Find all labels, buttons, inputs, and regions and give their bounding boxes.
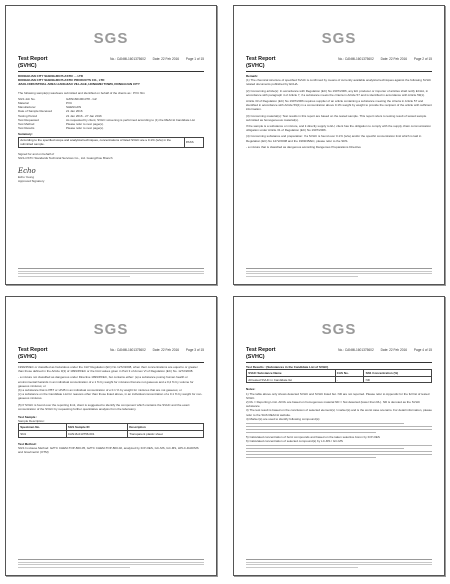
- remark-paragraph: If the sample is a substance or mixture, and it directly supply to EU, client has the obligation to comply with the supply chain communication obligation under Article 31 of Regulation (EC) No 1907/2006.: [246, 124, 431, 133]
- summary-result: PASS: [184, 137, 203, 148]
- note-item: 4) Marker(s) are used to identify following compound(s):: [246, 416, 321, 421]
- page-number: Page 3 of 15: [185, 348, 204, 352]
- report-page-4: [233, 296, 445, 576]
- notes-label: Notes:: [246, 387, 256, 392]
- report-meta: [104, 57, 204, 61]
- remark-paragraph: (4) Concerning substance and preparation: If a SVHC is found over 0.1% (w/w) and/or the specific concentration limit which is laid in Regulation (EC) No 1272/2008 and the 1999/45/EC, please refer to the SDS.: [246, 134, 422, 143]
- summary-table: [18, 137, 204, 149]
- header-rule: [18, 71, 204, 72]
- page-footer: [18, 558, 204, 569]
- report-date: Date: 22 Feb 2016: [152, 57, 180, 61]
- report-meta: [104, 348, 204, 352]
- page-number: Page 1 of 15: [185, 57, 204, 61]
- signed-for: Signed for and on behalf of SGS-CSTC Standards Technical Services Co., Ltd. Guangzhou Branch: [18, 152, 113, 161]
- page-body: [18, 365, 204, 545]
- page-header: [246, 56, 432, 72]
- note-item: 3) The test result is based on the conclusion of selected element(s) / marker(s) and is the worst case scenario. For detail information, please refer to the SGS REACH website.: [246, 408, 432, 417]
- remark-paragraph: (b) a substance that is PBT or vPvB in an individual concentration of ≥ 0.1 % by weight for mixtures that are not gaseous; or: [18, 388, 182, 393]
- sgs-logo: SGS: [93, 30, 129, 47]
- page-header: [18, 347, 204, 363]
- summary-text: According to the specified scope and analytical techniques, concentrations of listed SVHC are ≤ 0.1% (w/w) in the submitted sample.: [19, 137, 185, 148]
- field-row: SGS Job No. GZIN1601001378 - GZ: [18, 96, 97, 101]
- remark-paragraph: (3) Concerning material(s): Test results in this report are based on the tested sample. This report refers to testing result of tested sample submitted as homogeneous material(s).: [246, 113, 427, 122]
- report-date: Date: 22 Feb 2016: [152, 348, 180, 352]
- remark-paragraph: - a mixture not classified as dangerous under Directive 1999/45/EC, but contains either: (a) a substance posing human health or environmental hazards in an individual concentration of ≥ 1 % by weight for mixtures that are not gaseous and ≥ 0,2 % by volume for gaseous mixtures; or: [18, 375, 194, 388]
- report-subtitle: (SVHC): [246, 63, 265, 69]
- report-subtitle: (SVHC): [18, 63, 37, 69]
- page-header: [246, 347, 432, 363]
- page-body: [246, 74, 432, 254]
- report-title: Test Report: [18, 56, 48, 62]
- page-footer: [246, 267, 432, 278]
- remark-paragraph: 1999/45/EC or classified as hazardous under the CLP Regulation (EC) No 1272/2008, when their concentrations are equal to or greater than those defined in the Article 3(3) of 1999/45/EC or the limit values given in Part 3 of Annex VI of Regulation (EC) No. 1272/2008.: [18, 365, 198, 374]
- note-item: 6) Calculated concentration of selected compound(s) by LC-MS / GC-MS: [246, 439, 343, 444]
- remark-paragraph: Article 33 of Regulation (EC) No 1907/2006 requires supplier of an article containing a substance meeting the criteria in Article 57 and identified in accordance with Article 59(1) in a concentration above 0.1% weight by weight to provide the recipient of the article with sufficient information.: [246, 99, 432, 112]
- table-row: SN1 CAN16-013756.001 Transparent plastic sheet: [19, 431, 204, 438]
- signature: Echo: [18, 166, 36, 175]
- header-rule: [246, 362, 432, 363]
- report-number: No.: CANML1601375602: [338, 57, 374, 61]
- page-footer: [18, 267, 204, 278]
- report-title: Test Report: [18, 347, 48, 353]
- report-date: Date: 22 Feb 2016: [380, 57, 408, 61]
- company-address: DONGGUAN CITY SHENGJIN PLASTIC ... LTD DONGGUAN CITY SHENGJIN PLASTIC PRODUCTS CO., LTD JIAOLI INDUSTRIAL AREA LIANGJIAO VILLAGE, HONGMEI TOWN, DONGGUAN CITY: [18, 74, 140, 87]
- report-date: Date: 22 Feb 2016: [380, 348, 408, 352]
- remarks-label: Remark:: [246, 74, 259, 78]
- sgs-logo: SGS: [93, 321, 129, 338]
- sgs-logo: SGS: [321, 321, 357, 338]
- page-body: [246, 365, 432, 545]
- report-page-1: [5, 5, 217, 285]
- page-body: [18, 74, 204, 254]
- note-item: 1) The table above only shows detected SVHC and SVHC listed but. ND are not reported. Please refer to Appendix for the full list of tested SVHC.: [246, 391, 430, 400]
- note-item: 2) RL = Reporting Limit. All RL are based on homogenous material ND = Not detected (lower than RL). ND is denoted as the SVHC substance: [246, 400, 421, 409]
- remark-paragraph: (5) If SVHC is found over the reporting limit, client is suggested to identify the component which contains the SVHC and the exact concentration of the SVHC by requesting further quantitative analysis from the laboratory.: [18, 402, 190, 411]
- method-label: Test Method:: [18, 441, 37, 446]
- report-number: No.: CANML1601375602: [110, 57, 146, 61]
- report-subtitle: (SVHC): [246, 354, 265, 360]
- field-row: Date of Sample Received 21 Jan 2016: [18, 109, 83, 114]
- sample-table: Specimen No. SGS Sample ID Description SN1 CAN16-013756.001 Transparent plastic sheet: [18, 423, 204, 437]
- report-meta: [332, 348, 432, 352]
- report-page-3: [5, 296, 217, 576]
- report-subtitle: (SVHC): [18, 354, 37, 360]
- remark-paragraph: (c) a substance on the Candidate List for reasons other than those listed above, in an individual concentration of ≥ 0.1 % by weight for non-gaseous mixtures.: [18, 392, 203, 401]
- field-row: Material PVC: [18, 101, 73, 106]
- remark-paragraph: (1) The chemical structure of specified SVHC is confirmed by means of currently available analytical techniques against the following SVHC related documents published by ECHA.: [246, 78, 432, 87]
- results-label: Test Results : (Substances in the Candidate List of SVHC): [246, 365, 329, 369]
- note-item: 5) Calculated concentration of boric compounds and based on the taken selective boron by ICP-OES: [246, 434, 380, 439]
- table-row: All tested SVHC in Candidate list - ND: [247, 376, 432, 383]
- results-table: SVHC Substance Name CAS No. SN1 Concentration (%) All tested SVHC in Candidate list - ND: [246, 369, 432, 383]
- page-number: Page 2 of 15: [413, 57, 432, 61]
- remark-paragraph: (2) Concerning article(s): In accordance with Regulation (EC) No 1907/2006, any EU producer or importer of articles shall notify ECHA, in accordance with paragraph 4 of Article 7, if a substance meets the criteria in Article 57 and is identified in accordance with Article 59(1).: [246, 88, 429, 97]
- field-row: Manufacturer SHENGJIN: [18, 105, 82, 110]
- page-footer: [246, 558, 432, 569]
- intro-text: The following sample(s) was/were submitted and identified on behalf of the clients as : PVC film: [18, 90, 145, 95]
- page-header: [18, 56, 204, 72]
- sgs-logo: SGS: [321, 30, 357, 47]
- report-title: Test Report: [246, 347, 276, 353]
- page-number: Page 4 of 15: [413, 348, 432, 352]
- signer-name: Echo Yeung Approved Signatory: [18, 174, 45, 183]
- sample-description-label: Sample Description:: [18, 419, 45, 424]
- summary-label: Summary:: [18, 132, 33, 137]
- report-number: No.: CANML1601375602: [110, 348, 146, 352]
- field-row: Test Requested As requested by client, SVHC screening is performed according to (1) the REACH Candidate List: [18, 117, 195, 122]
- report-meta: [332, 57, 432, 61]
- header-rule: [246, 71, 432, 72]
- sample-label: Test Sample :: [18, 415, 38, 420]
- header-rule: [18, 362, 204, 363]
- report-page-2: [233, 5, 445, 285]
- remark-paragraph: - a mixture that is classified as dangerous according Dangerous Preparations Directive: [246, 144, 361, 149]
- field-row: Test Method Please refer to next page(s).: [18, 122, 104, 127]
- report-title: Test Report: [246, 56, 276, 62]
- method-text: SGS In-House Method: GZTC CHEM-TOP-800-05, GZTC CHEM-TOP-800-02, analyzed by ICP-OES, GC-MS, GC-MS, HPLC-DAD/MS and Gravimetric (OTM): [18, 445, 199, 455]
- report-number: No.: CANML1601375602: [338, 348, 374, 352]
- field-row: Testing Period 21 Jan 2016 - 27 Jan 2016: [18, 113, 102, 118]
- field-row: Test Results Please refer to next page(s).: [18, 126, 104, 131]
